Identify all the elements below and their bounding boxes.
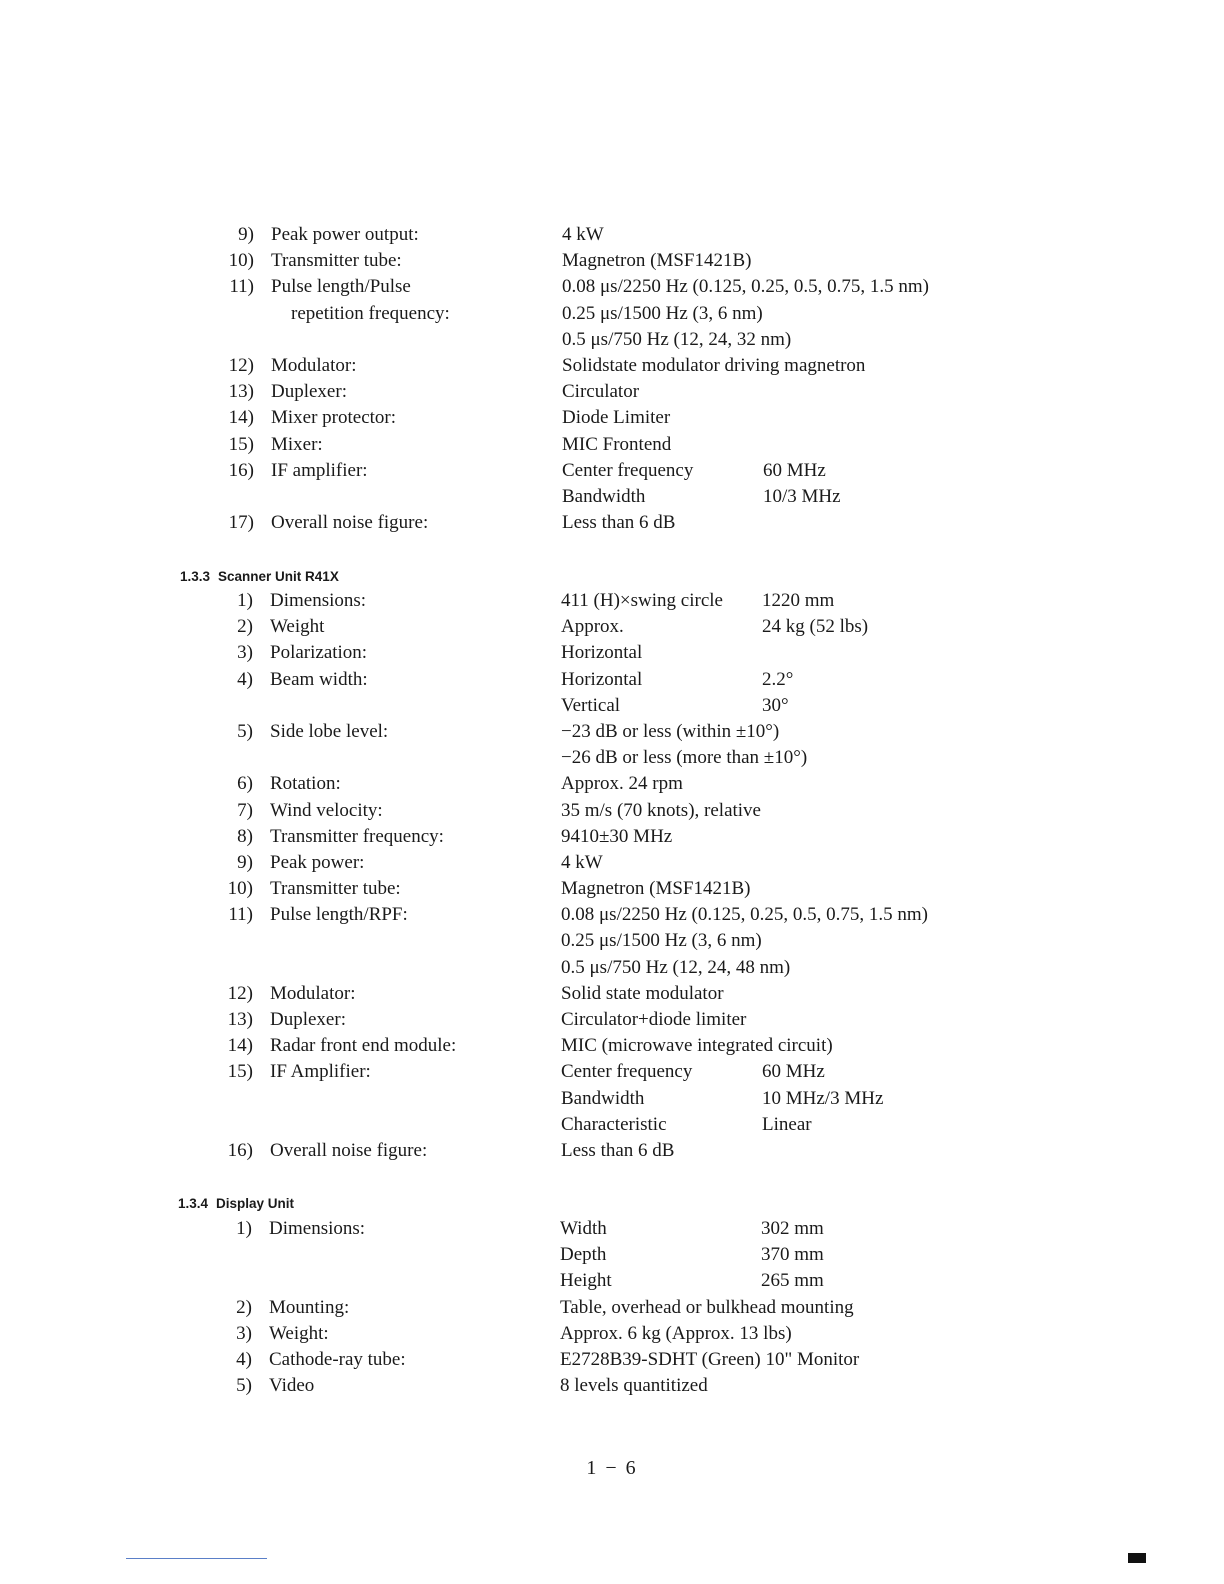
- spec-row: [0, 981, 1224, 1007]
- spec-row: [0, 1059, 1224, 1085]
- spec-value-secondary: 302 mm: [761, 1218, 824, 1239]
- item-number: 14): [228, 407, 254, 429]
- spec-value: 4 kW: [562, 224, 604, 245]
- spec-value: 4 kW: [561, 851, 603, 873]
- spec-value: Less than 6 dB: [561, 1139, 675, 1161]
- spec-row: [0, 1033, 1224, 1059]
- spec-row: [0, 588, 1224, 614]
- spec-row: [0, 1112, 1224, 1138]
- item-number: 2): [236, 1296, 252, 1318]
- spec-row: [0, 1086, 1224, 1112]
- spec-row: [0, 1007, 1224, 1033]
- spec-row: [0, 1295, 1224, 1321]
- spec-value: Circulator: [562, 381, 640, 403]
- spec-label: Mixer:: [271, 433, 323, 455]
- spec-label: repetition frequency:: [291, 302, 450, 324]
- scanner-section-heading: [180, 569, 339, 584]
- spec-value: Approx. 6 kg (Approx. 13 lbs): [560, 1322, 792, 1344]
- spec-row: [0, 902, 1224, 928]
- spec-value: 9410±30 MHz: [561, 825, 673, 847]
- spec-value: 0.5 μs/750 Hz (12, 24, 48 nm): [561, 956, 791, 978]
- spec-value-secondary: 10/3 MHz: [763, 485, 841, 507]
- item-number: 15): [228, 433, 254, 455]
- item-number: 16): [228, 459, 254, 481]
- item-number: 15): [227, 1061, 253, 1083]
- spec-label: Side lobe level:: [270, 720, 389, 742]
- spec-label: Beam width:: [270, 668, 368, 690]
- item-number: 7): [237, 799, 253, 821]
- spec-value: Table, overhead or bulkhead mounting: [560, 1296, 854, 1318]
- scanner-spec-list: [0, 588, 1224, 1164]
- display-spec-list: [0, 1216, 1224, 1399]
- item-number: 1): [237, 590, 253, 611]
- spec-value-secondary: 24 kg (52 lbs): [762, 616, 869, 638]
- spec-value: 8 levels quantitized: [560, 1375, 708, 1397]
- spec-value: Approx. 24 rpm: [561, 773, 683, 795]
- item-number: 5): [236, 1375, 252, 1397]
- spec-value: 0.08 μs/2250 Hz (0.125, 0.25, 0.5, 0.75, 1.5 nm): [562, 276, 929, 298]
- spec-value: Magnetron (MSF1421B): [561, 878, 751, 900]
- spec-row: [0, 327, 1224, 353]
- spec-row: [0, 405, 1224, 431]
- spec-label: Pulse length/Pulse: [271, 276, 411, 298]
- item-number: 11): [229, 276, 254, 298]
- spec-row: [0, 1347, 1224, 1373]
- item-number: 13): [227, 1009, 253, 1030]
- spec-label: Rotation:: [270, 773, 341, 795]
- footer-rule: [126, 1558, 267, 1559]
- spec-label: Pulse length/RPF:: [270, 904, 408, 926]
- spec-label: Peak power:: [270, 851, 365, 873]
- spec-label: Mounting:: [269, 1296, 350, 1318]
- display-section-heading: [178, 1196, 294, 1211]
- spec-value: −26 dB or less (more than ±10°): [561, 747, 808, 769]
- spec-value-secondary: 60 MHz: [763, 459, 826, 481]
- spec-label: Weight: [270, 616, 325, 638]
- spec-row: [0, 301, 1224, 327]
- spec-row: [0, 1373, 1224, 1399]
- spec-value: Approx.: [561, 616, 624, 638]
- spec-value-secondary: 2.2°: [762, 668, 794, 690]
- spec-value: Height: [560, 1270, 612, 1292]
- spec-value: 0.25 μs/1500 Hz (3, 6 nm): [561, 930, 762, 952]
- spec-row: [0, 824, 1224, 850]
- spec-row: [0, 1242, 1224, 1268]
- spec-row: [0, 1268, 1224, 1294]
- spec-row: [0, 248, 1224, 274]
- item-number: 17): [228, 512, 254, 534]
- spec-label: Peak power output:: [271, 224, 419, 245]
- spec-value: 0.08 μs/2250 Hz (0.125, 0.25, 0.5, 0.75, 1.5 nm): [561, 904, 928, 926]
- spec-row: [0, 222, 1224, 248]
- spec-label: Transmitter tube:: [270, 878, 401, 900]
- spec-label: Overall noise figure:: [270, 1139, 428, 1161]
- item-number: 9): [237, 851, 253, 873]
- spec-row: [0, 771, 1224, 797]
- spec-row: [0, 614, 1224, 640]
- spec-value: 411 (H)×swing circle: [561, 590, 723, 611]
- spec-label: Modulator:: [271, 354, 357, 376]
- spec-value: Diode Limiter: [562, 407, 671, 429]
- spec-row: [0, 745, 1224, 771]
- transmitter-spec-list: [0, 222, 1224, 536]
- spec-label: Transmitter frequency:: [270, 825, 444, 847]
- spec-label: Overall noise figure:: [271, 512, 429, 534]
- spec-value: Depth: [560, 1244, 607, 1266]
- spec-value: MIC (microwave integrated circuit): [561, 1035, 833, 1057]
- spec-value-secondary: 370 mm: [761, 1244, 824, 1266]
- spec-value: Width: [560, 1218, 607, 1239]
- spec-row: [0, 1138, 1224, 1164]
- spec-label: Modulator:: [270, 982, 356, 1004]
- spec-value-secondary: 265 mm: [761, 1270, 824, 1292]
- spec-label: Duplexer:: [270, 1009, 346, 1030]
- spec-value: Characteristic: [561, 1113, 667, 1135]
- item-number: 4): [237, 668, 253, 690]
- spec-label: IF Amplifier:: [270, 1061, 371, 1083]
- spec-row: [0, 1216, 1224, 1242]
- spec-value: Center frequency: [562, 459, 694, 481]
- spec-value: Bandwidth: [562, 485, 646, 507]
- spec-value: Vertical: [561, 694, 621, 716]
- item-number: 16): [227, 1139, 253, 1161]
- spec-value: Bandwidth: [561, 1087, 645, 1109]
- item-number: 13): [228, 381, 254, 403]
- scanner-section-number: 1.3.3: [180, 569, 211, 584]
- page-number: 1 − 6: [586, 1457, 638, 1479]
- spec-row: [0, 484, 1224, 510]
- spec-row: [0, 1321, 1224, 1347]
- spec-row: [0, 274, 1224, 300]
- item-number: 4): [236, 1348, 252, 1370]
- spec-value: Horizontal: [561, 642, 643, 664]
- spec-row: [0, 928, 1224, 954]
- spec-value: MIC Frontend: [562, 433, 672, 455]
- spec-row: [0, 955, 1224, 981]
- spec-value: Center frequency: [561, 1061, 693, 1083]
- spec-row: [0, 850, 1224, 876]
- spec-value-secondary: 10 MHz/3 MHz: [762, 1087, 884, 1109]
- corner-mark: [1128, 1553, 1146, 1563]
- spec-label: Wind velocity:: [270, 799, 383, 821]
- spec-row: [0, 458, 1224, 484]
- spec-value: Solid state modulator: [561, 982, 724, 1004]
- item-number: 6): [237, 773, 253, 795]
- spec-label: Dimensions:: [270, 590, 367, 611]
- item-number: 10): [228, 250, 254, 272]
- spec-row: [0, 667, 1224, 693]
- spec-row: [0, 379, 1224, 405]
- display-section-number: 1.3.4: [178, 1196, 209, 1211]
- spec-value: 0.25 μs/1500 Hz (3, 6 nm): [562, 302, 763, 324]
- spec-label: Mixer protector:: [271, 407, 397, 429]
- spec-row: [0, 640, 1224, 666]
- spec-label: Weight:: [269, 1322, 329, 1344]
- item-number: 1): [236, 1218, 252, 1239]
- spec-row: [0, 798, 1224, 824]
- spec-value-secondary: 1220 mm: [762, 590, 835, 611]
- spec-label: IF amplifier:: [271, 459, 368, 481]
- scanner-section-title: Scanner Unit R41X: [218, 569, 339, 584]
- spec-value: Less than 6 dB: [562, 512, 676, 534]
- spec-row: [0, 353, 1224, 379]
- spec-value: −23 dB or less (within ±10°): [561, 720, 780, 742]
- item-number: 14): [227, 1035, 253, 1057]
- item-number: 9): [238, 224, 254, 245]
- spec-label: Transmitter tube:: [271, 250, 402, 272]
- spec-row: [0, 510, 1224, 536]
- spec-row: [0, 432, 1224, 458]
- spec-value: Horizontal: [561, 668, 643, 690]
- spec-label: Radar front end module:: [270, 1035, 457, 1057]
- display-section-title: Display Unit: [216, 1196, 295, 1211]
- spec-label: Polarization:: [270, 642, 368, 664]
- item-number: 12): [227, 982, 253, 1004]
- spec-value: E2728B39-SDHT (Green) 10" Monitor: [560, 1348, 860, 1370]
- item-number: 5): [237, 720, 253, 742]
- spec-value: Circulator+diode limiter: [561, 1009, 747, 1030]
- spec-label: Cathode-ray tube:: [269, 1348, 406, 1370]
- spec-row: [0, 693, 1224, 719]
- spec-label: Duplexer:: [271, 381, 347, 403]
- spec-value-secondary: Linear: [762, 1113, 812, 1135]
- spec-row: [0, 876, 1224, 902]
- item-number: 2): [237, 616, 253, 638]
- item-number: 11): [228, 904, 253, 926]
- spec-label: Video: [269, 1375, 315, 1397]
- spec-value-secondary: 60 MHz: [762, 1061, 825, 1083]
- item-number: 3): [236, 1322, 252, 1344]
- spec-row: [0, 719, 1224, 745]
- item-number: 12): [228, 354, 254, 376]
- item-number: 3): [237, 642, 253, 664]
- spec-value-secondary: 30°: [762, 694, 789, 716]
- spec-value: 0.5 μs/750 Hz (12, 24, 32 nm): [562, 328, 792, 350]
- spec-value: Solidstate modulator driving magnetron: [562, 354, 866, 376]
- spec-value: Magnetron (MSF1421B): [562, 250, 752, 272]
- item-number: 8): [237, 825, 253, 847]
- item-number: 10): [227, 878, 253, 900]
- spec-value: 35 m/s (70 knots), relative: [561, 799, 761, 821]
- spec-label: Dimensions:: [269, 1218, 366, 1239]
